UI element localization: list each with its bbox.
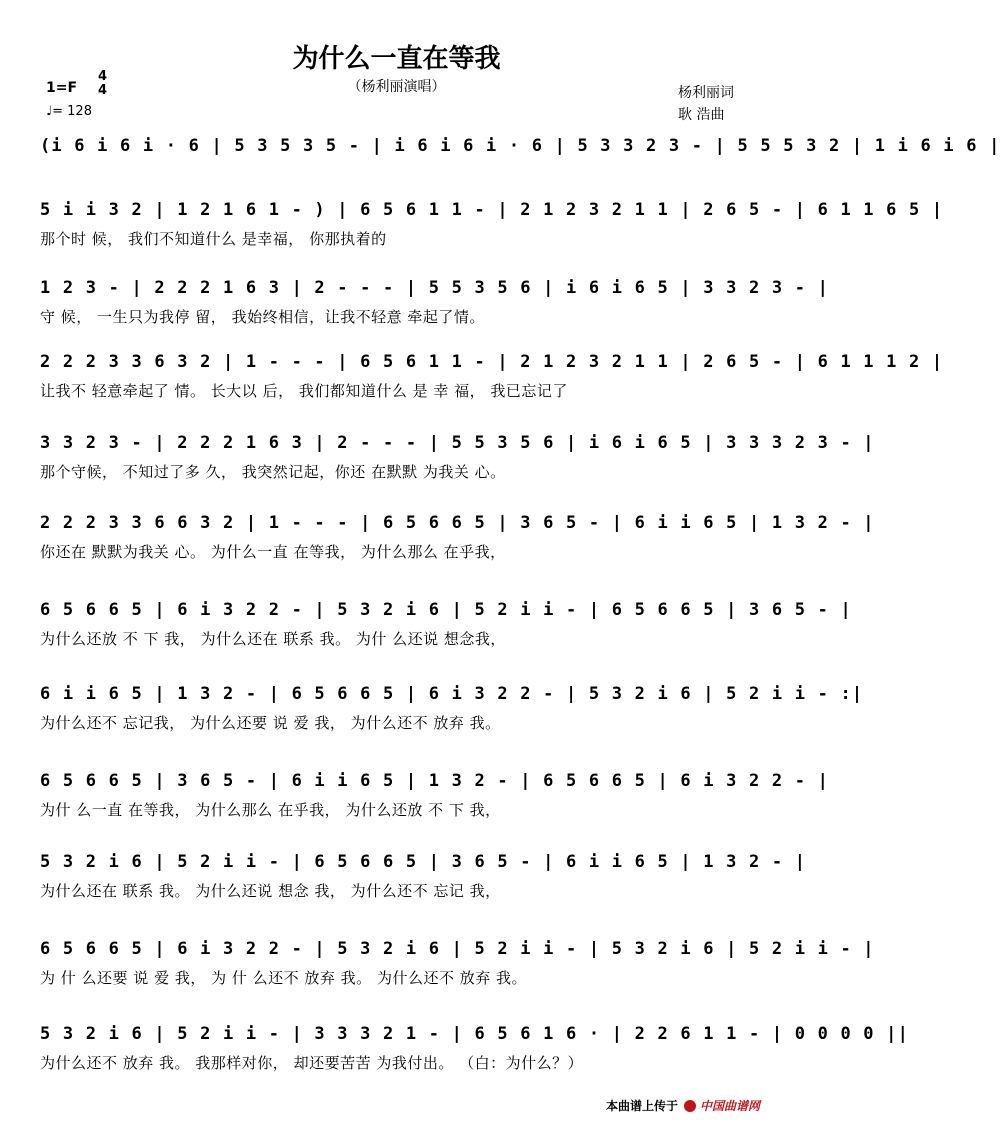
music-line: 1 2 3 - | 2 2 2 1 6 3 | 2 - - - | 5 5 3 5 6 | i 6 i 6 5 | 3 3 2 3 - | [40, 278, 830, 298]
lyric-line: 让我不 轻意牵起了 情。 长大以 后， 我们都知道什么 是 幸 福， 我已忘记了 [40, 382, 568, 400]
footer [606, 1097, 760, 1114]
key-signature: 1=F [46, 80, 78, 96]
tempo-marking: ♩= 128 [46, 104, 92, 119]
time-signature [98, 70, 107, 98]
lyric-line: 为什么还不 放弃 我。 我那样对你， 却还要苦苦 为我付出。 （白：为什么？） [40, 1054, 584, 1072]
lyric-line: 为什么还在 联系 我。 为什么还说 想念 我， 为什么还不 忘记 我， [40, 882, 501, 900]
singer-credit: （杨利丽演唱） [347, 79, 446, 95]
lyric-line: 为什么还放 不 下 我， 为什么还在 联系 我。 为什 么还说 想念我， [40, 630, 506, 648]
credits [678, 82, 734, 126]
composer-credit: 耿 浩曲 [678, 107, 725, 123]
music-line: 6 5 6 6 5 | 6 i 3 2 2 - | 5 3 2 i 6 | 5 2 i i - | 6 5 6 6 5 | 3 6 5 - | [40, 600, 852, 620]
lyric-line: 为什么还不 忘记我， 为什么还要 说 爱 我， 为什么还不 放弃 我。 [40, 714, 501, 732]
lyric-line: 守 候， 一生只为我停 留， 我始终相信，让我不轻意 牵起了情。 [40, 308, 485, 326]
music-line: 5 3 2 i 6 | 5 2 i i - | 6 5 6 6 5 | 3 6 5 - | 6 i i 6 5 | 1 3 2 - | [40, 852, 807, 872]
music-line: (i 6 i 6 i · 6 | 5 3 5 3 5 - | i 6 i 6 i · 6 | 5 3 3 2 3 - | 5 5 5 3 2 | 1 i 6 i 6 | [40, 136, 1001, 156]
lyricist-credit: 杨利丽词 [678, 85, 734, 101]
music-line: 6 5 6 6 5 | 6 i 3 2 2 - | 5 3 2 i 6 | 5 2 i i - | 5 3 2 i 6 | 5 2 i i - | [40, 939, 875, 959]
music-line: 6 5 6 6 5 | 3 6 5 - | 6 i i 6 5 | 1 3 2 - | 6 5 6 6 5 | 6 i 3 2 2 - | [40, 771, 830, 791]
lyric-line: 那个守候， 不知过了多 久， 我突然记起，你还 在默默 为我关 心。 [40, 463, 506, 481]
lyric-line: 为什 么一直 在等我， 为什么那么 在乎我， 为什么还放 不 下 我， [40, 801, 501, 819]
music-line: 3 3 2 3 - | 2 2 2 1 6 3 | 2 - - - | 5 5 3 5 6 | i 6 i 6 5 | 3 3 3 2 3 - | [40, 433, 875, 453]
lyric-line: 那个时 候， 我们不知道什么 是幸福， 你那执着的 [40, 230, 387, 248]
site-logo-icon [684, 1100, 696, 1112]
music-line: 2 2 2 3 3 6 6 3 2 | 1 - - - | 6 5 6 6 5 | 3 6 5 - | 6 i i 6 5 | 1 3 2 - | [40, 513, 875, 533]
time-top: 4 [98, 69, 108, 84]
music-line: 5 i i 3 2 | 1 2 1 6 1 - ) | 6 5 6 1 1 - | 2 1 2 3 2 1 1 | 2 6 5 - | 6 1 1 6 5 | [40, 200, 944, 220]
music-line: 6 i i 6 5 | 1 3 2 - | 6 5 6 6 5 | 6 i 3 2 2 - | 5 3 2 i 6 | 5 2 i i - :| [40, 684, 864, 704]
time-bottom: 4 [98, 83, 108, 98]
lyric-line: 为 什 么还要 说 爱 我， 为 什 么还不 放弃 我。 为什么还不 放弃 我。 [40, 969, 527, 987]
song-title: 为什么一直在等我 [292, 44, 501, 74]
site-brand[interactable]: 中国曲谱网 [700, 1099, 761, 1113]
footer-prefix: 本曲谱上传于 [606, 1099, 679, 1113]
music-line: 5 3 2 i 6 | 5 2 i i - | 3 3 3 2 1 - | 6 5 6 1 6 · | 2 2 6 1 1 - | 0 0 0 0 || [40, 1024, 910, 1044]
lyric-line [40, 160, 762, 182]
lyric-line: 你还在 默默为我关 心。 为什么一直 在等我， 为什么那么 在乎我， [40, 543, 506, 561]
music-line: 2 2 2 3 3 6 3 2 | 1 - - - | 6 5 6 1 1 - | 2 1 2 3 2 1 1 | 2 6 5 - | 6 1 1 1 2 | [40, 352, 944, 372]
